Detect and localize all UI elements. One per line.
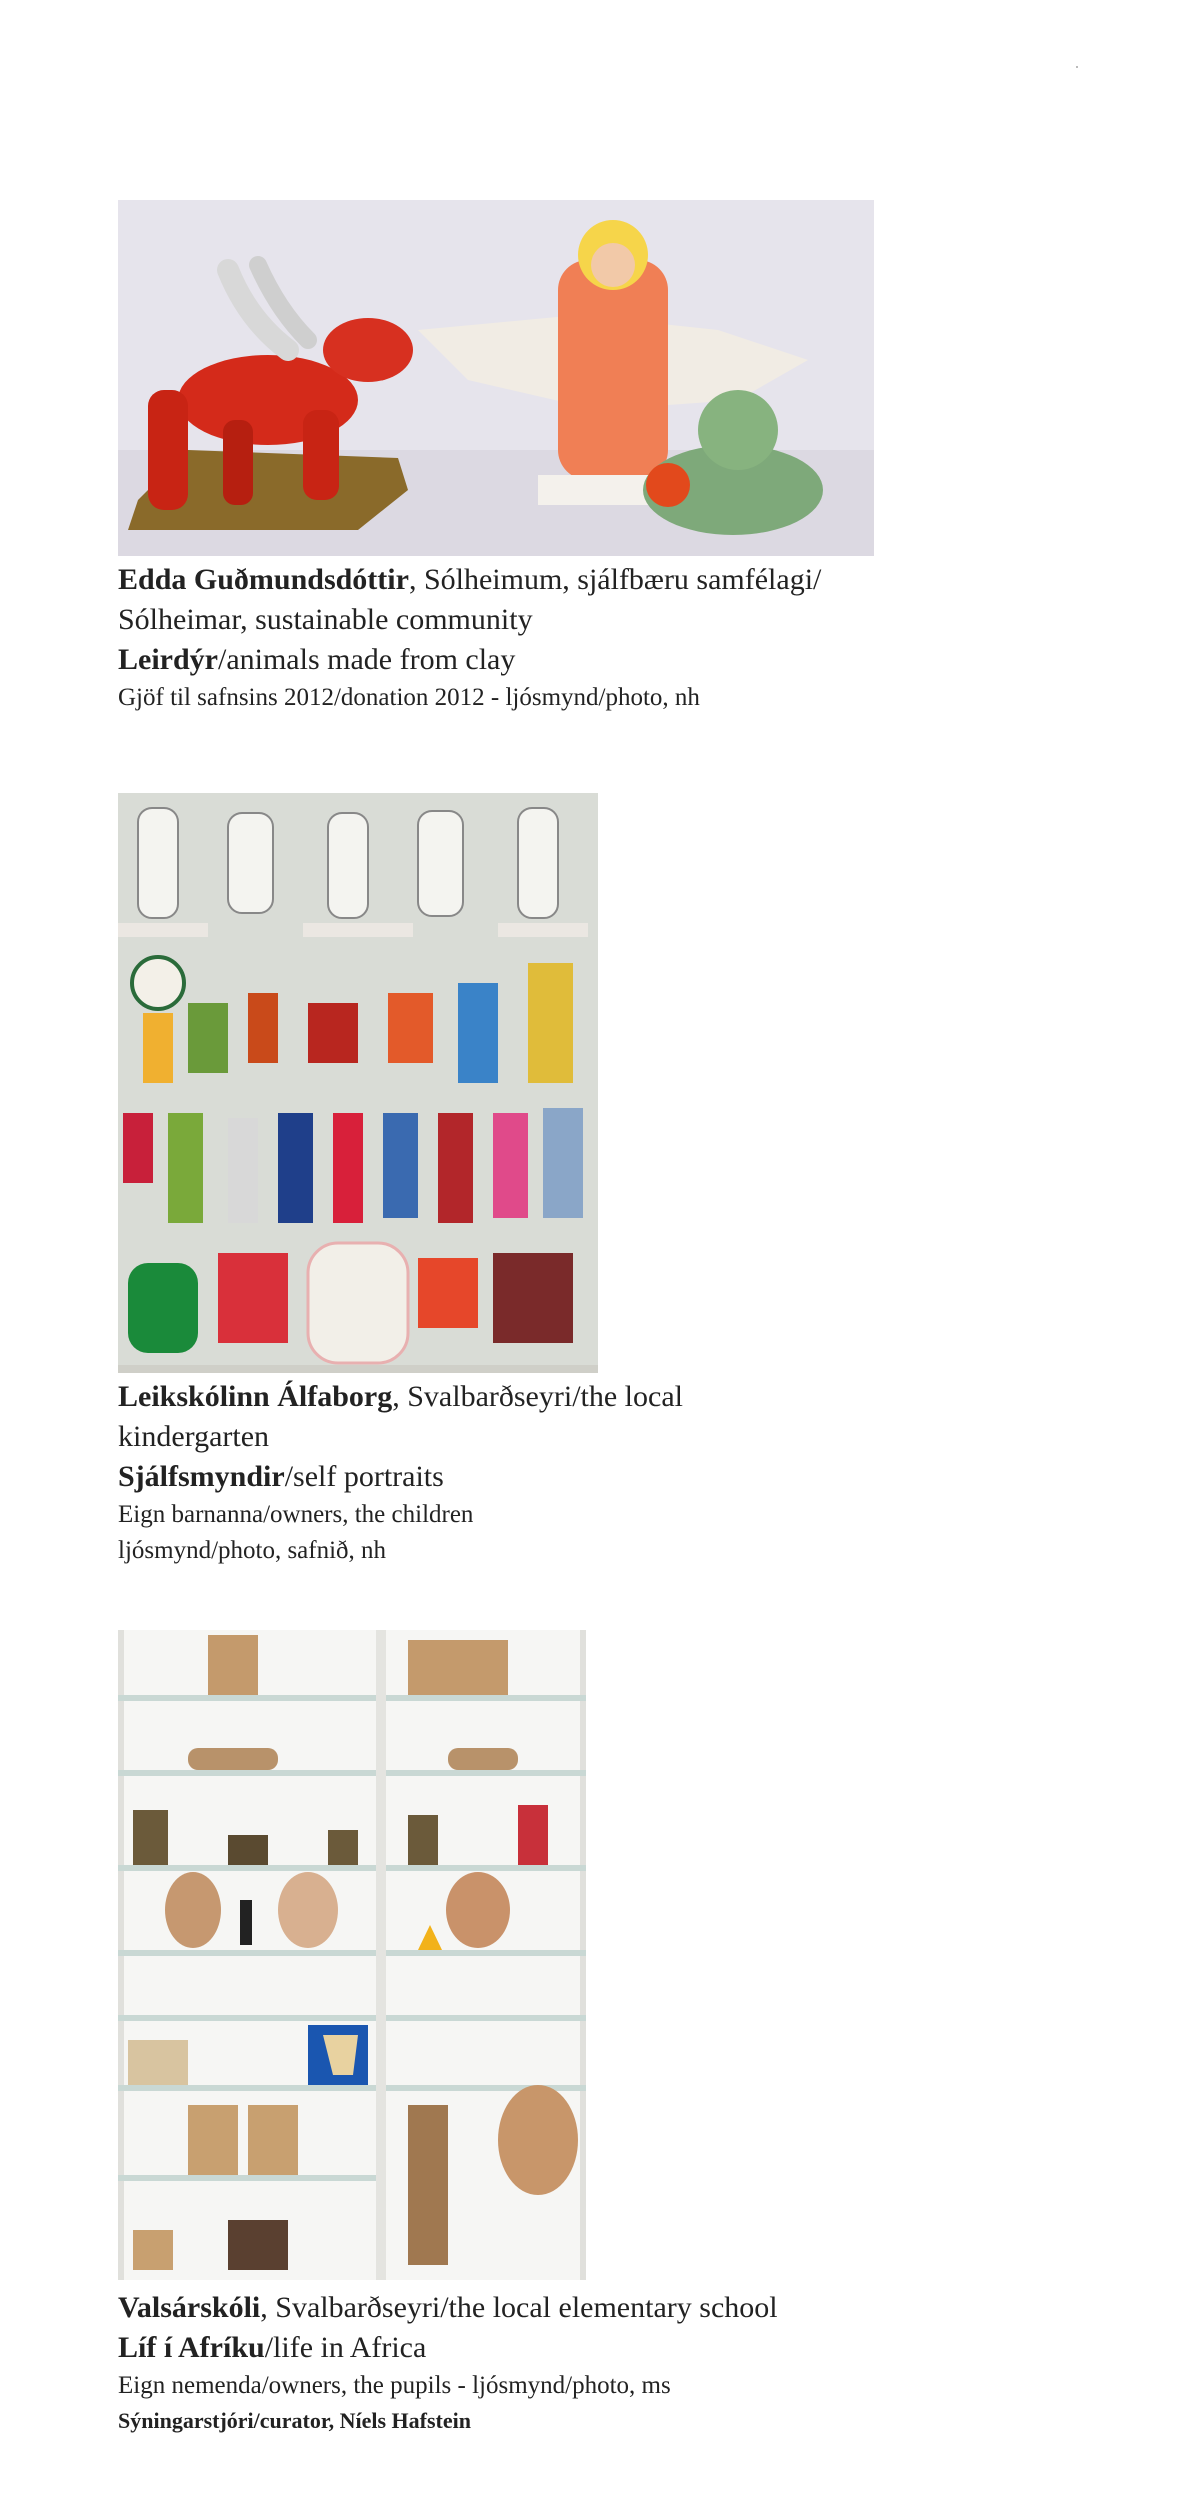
credit-line: ljósmynd/photo, safnið, nh [118,1537,387,1564]
artist-location-line: Sólheimar, sustainable community [118,603,533,636]
caption-life-in-africa [118,2288,978,2438]
work-title-line: Líf í Afríku/life in Africa [118,2331,427,2364]
artist-line: Edda Guðmundsdóttir, Sólheimum, sjálfbæru samfélagi/ [118,563,822,596]
caption-self-portraits [118,1377,978,1569]
artist-line: Valsárskóli, Svalbarðseyri/the local elementary school [118,2291,778,2324]
artist-line: Leikskólinn Álfaborg, Svalbarðseyri/the local [118,1380,683,1413]
clay-animals-photo [118,200,874,556]
artist-location-line: kindergarten [118,1420,270,1453]
credit-line: Gjöf til safnsins 2012/donation 2012 - ljósmynd/photo, nh [118,684,700,711]
curator-line: Sýningarstjóri/curator, Níels Hafstein [118,2408,471,2433]
work-title-line: Leirdýr/animals made from clay [118,643,516,676]
life-in-africa-shelves-photo [118,1630,586,2280]
work-title-line: Sjálfsmyndir/self portraits [118,1460,444,1493]
credit-line: Eign nemenda/owners, the pupils - ljósmynd/photo, ms [118,2372,671,2399]
owner-line: Eign barnanna/owners, the children [118,1501,474,1528]
scan-speck [1076,66,1078,68]
self-portraits-photo [118,793,598,1373]
caption-clay-animals [118,560,978,716]
